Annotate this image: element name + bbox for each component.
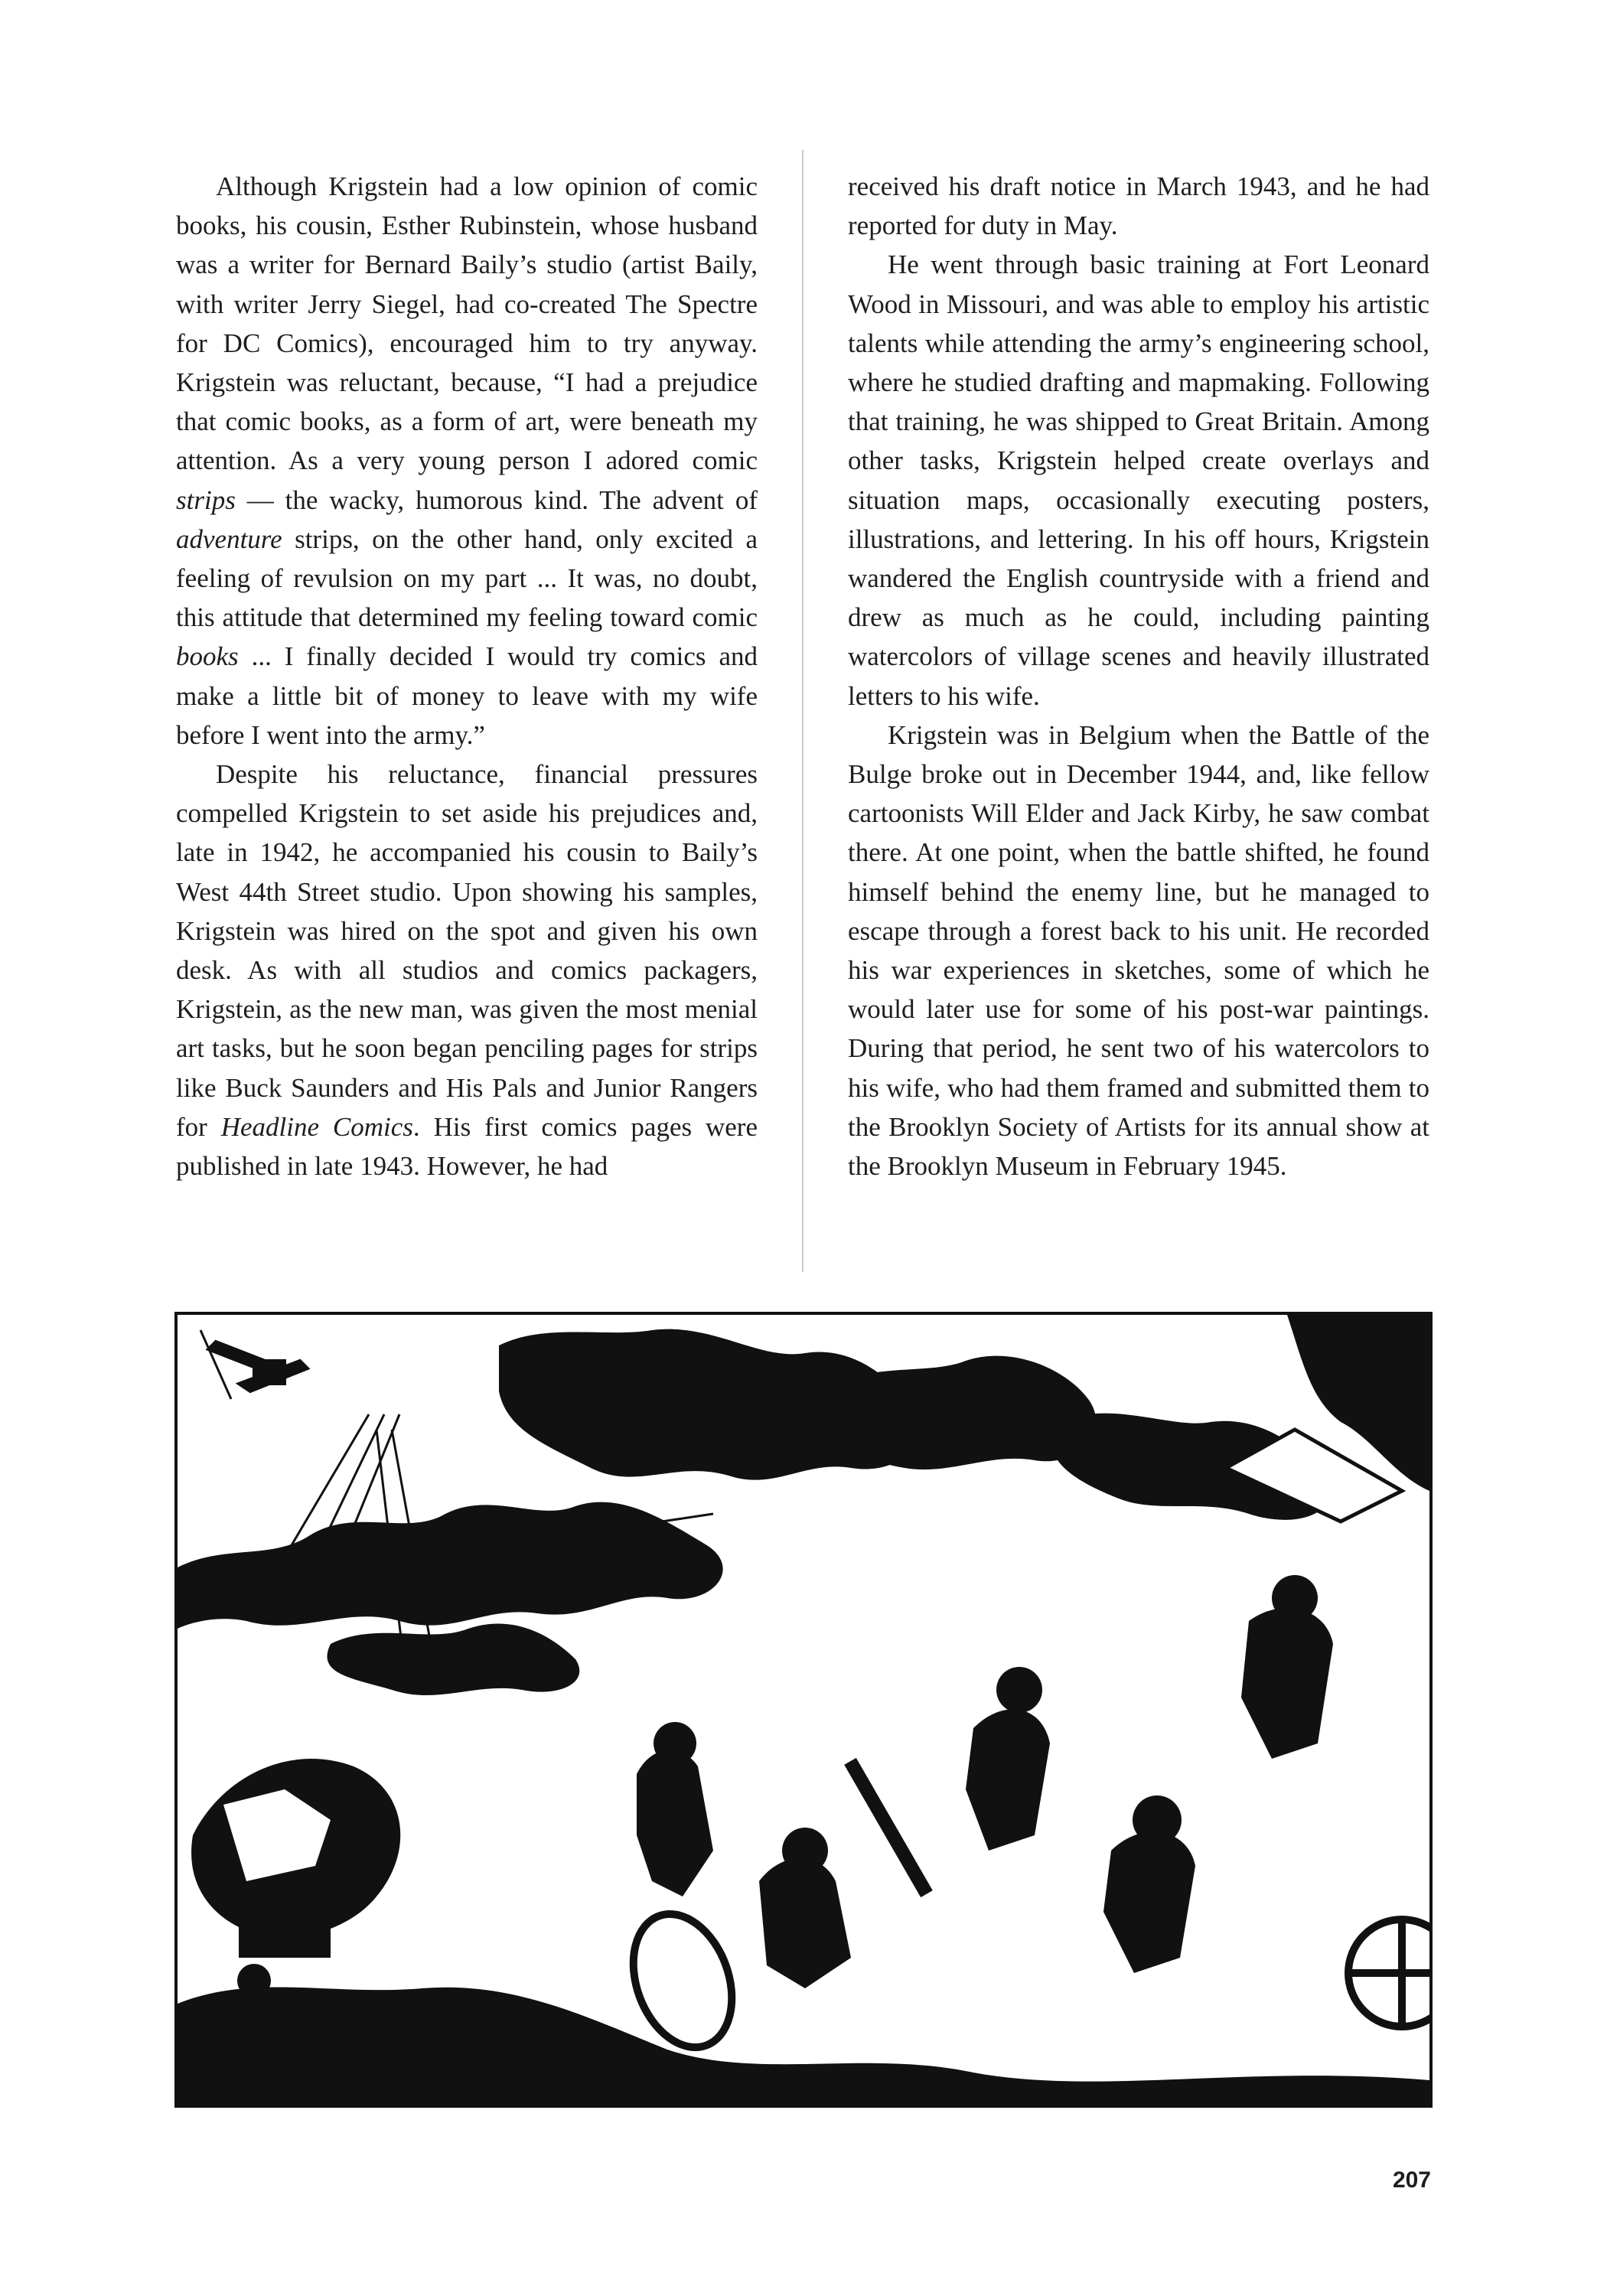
soldiers (637, 1575, 1333, 1988)
ground (178, 1987, 1429, 2105)
right-text-column (848, 167, 1429, 1186)
left-text-column (176, 167, 758, 1186)
left-paragraph-2: Despite his reluctance, financial pressures compelled Krigstein to set aside his prejudices and, late in 1942, he accompanied his cousin to Baily’s West 44th Street studio. Upon showing his samples, Krigstein was hired on the spot and given his own desk. As with all studios and comics packagers, Krigstein, as the new man, was given the most menial art tasks, but he soon began penciling pages for strips like Buck Saunders and His Pals and Junior Rangers for Headline Comics. His first comics pages were published in late 1943. However, he had (176, 759, 758, 1182)
right-paragraph-3: Krigstein was in Belgium when the Battle of the Bulge broke out in December 1944, and, like fellow cartoonists Will Elder and Jack Kirby, he saw combat there. At one point, when the battle shifted, he found himself behind the enemy line, but he managed to escape through a forest back to his unit. He recorded his war experiences in sketches, some of which he would later use for some of his post-war paintings. During that period, he sent two of his watercolors to his wife, who had them framed and submitted them to the Brooklyn Society of Artists for its annual show at the Brooklyn Museum in February 1945. (848, 719, 1429, 1182)
left-paragraph-1: Although Krigstein had a low opinion of comic books, his cousin, Esther Rubinstein, whose husband was a writer for Bernard Baily’s studio (artist Baily, with writer Jerry Siegel, had co-created The Spectre for DC Comics), encouraged him to try anyway. Krigstein was reluctant, because, “I had a prejudice that comic books, as a form of art, were beneath my attention. As a very young person I adored comic strips — the wacky, humorous kind. The advent of adventure strips, on the other hand, only excited a feeling of revulsion on my part ... It was, no doubt, this attitude that determined my feeling toward comic books ... I finally decided I would try comics and make a little bit of money to leave with my wife before I went into the army.” (176, 171, 758, 750)
battle-comic-illustration (174, 1312, 1433, 2108)
italic-text: Headline Comics (220, 1111, 413, 1142)
smoke-clouds (178, 1315, 1429, 1695)
wrecked-vehicle (191, 1759, 400, 1998)
battle-scene-drawing (178, 1315, 1429, 2105)
page-number: 207 (1392, 2167, 1431, 2193)
italic-text: strips (176, 484, 236, 515)
italic-text: books (176, 641, 239, 672)
biplane (200, 1330, 308, 1399)
column-divider (802, 150, 804, 1272)
italic-text: adventure (176, 523, 282, 554)
right-paragraph-2: He went through basic training at Fort Leonard Wood in Missouri, and was able to employ his artistic talents while attending the army’s engineering school, where he studied drafting and mapmaking. Following that training, he was shipped to Great Britain. Among other tasks, Krigstein helped create overlays and situation maps, occasionally executing posters, illustrations, and lettering. In his off hours, Krigstein wandered the English countryside with a friend and drew as much as he could, including painting watercolors of village scenes and heavily illustrated letters to his wife. (848, 249, 1429, 711)
right-paragraph-1: received his draft notice in March 1943, and he had reported for duty in May. (848, 171, 1429, 241)
wheel (616, 1900, 1429, 2061)
